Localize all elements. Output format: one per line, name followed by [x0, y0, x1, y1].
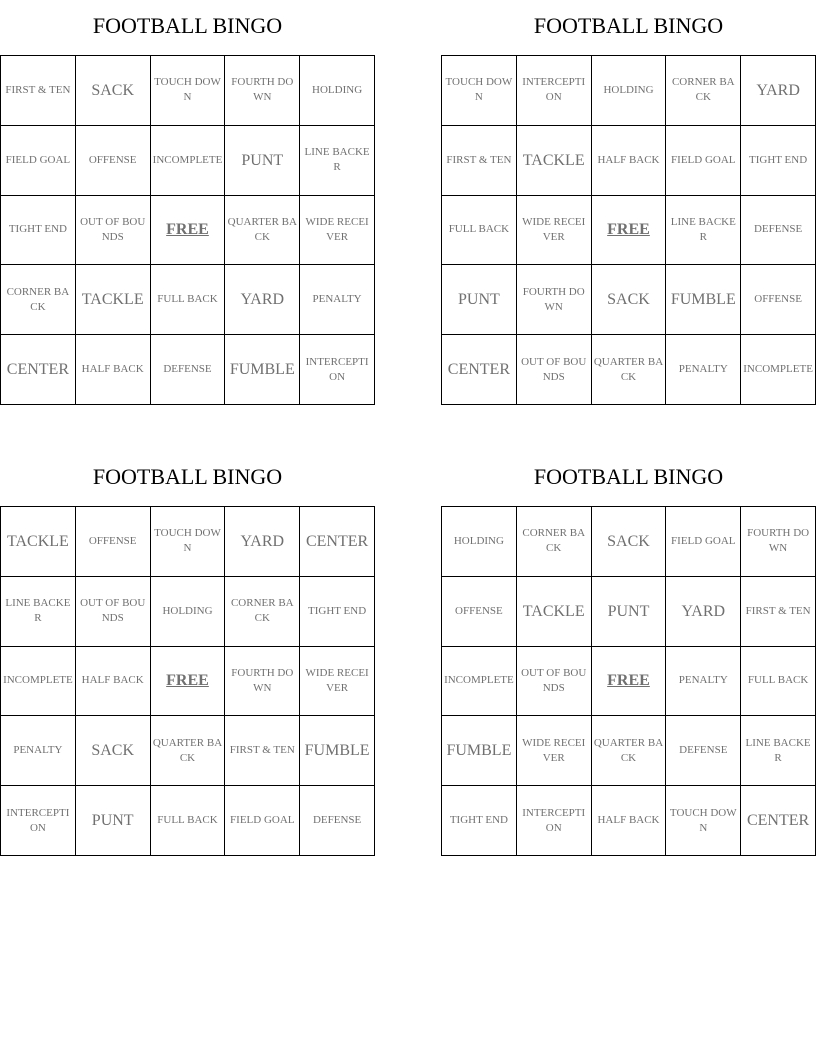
- card-title: FOOTBALL BINGO: [533, 13, 724, 38]
- bingo-cell: INCOMPLETE: [1, 647, 76, 717]
- bingo-cell: FUMBLE: [442, 716, 517, 786]
- bingo-cell: FULL BACK: [151, 265, 226, 335]
- bingo-cell: HALF BACK: [592, 786, 667, 856]
- bingo-cell: FUMBLE: [666, 265, 741, 335]
- bingo-cell: FIELD GOAL: [666, 507, 741, 577]
- bingo-cell: PUNT: [442, 265, 517, 335]
- bingo-cell: INCOMPLETE: [151, 126, 226, 196]
- bingo-cell: INTERCEPTION: [300, 335, 375, 405]
- card-title: FOOTBALL BINGO: [92, 464, 283, 489]
- bingo-cell: HALF BACK: [76, 647, 151, 717]
- bingo-cell: TACKLE: [517, 126, 592, 196]
- bingo-card-2: [441, 0, 816, 383]
- bingo-free-space: FREE: [592, 196, 667, 266]
- bingo-cell: HALF BACK: [76, 335, 151, 405]
- bingo-cell: OFFENSE: [442, 577, 517, 647]
- bingo-cell: OFFENSE: [741, 265, 816, 335]
- bingo-cell: HOLDING: [442, 507, 517, 577]
- bingo-cell: FIRST & TEN: [442, 126, 517, 196]
- bingo-cell: CENTER: [741, 786, 816, 856]
- bingo-cell: WIDE RECEIVER: [300, 196, 375, 266]
- bingo-cell: FIELD GOAL: [225, 786, 300, 856]
- bingo-cell: FUMBLE: [300, 716, 375, 786]
- bingo-card-1: [0, 0, 375, 383]
- bingo-cell: FOURTH DOWN: [741, 507, 816, 577]
- bingo-card-4: [441, 451, 816, 834]
- bingo-cell: YARD: [741, 56, 816, 126]
- bingo-cell: PUNT: [76, 786, 151, 856]
- bingo-cell: YARD: [225, 265, 300, 335]
- bingo-cell: FIELD GOAL: [666, 126, 741, 196]
- bingo-cell: SACK: [76, 56, 151, 126]
- bingo-cell: QUARTER BACK: [592, 716, 667, 786]
- bingo-cell: SACK: [76, 716, 151, 786]
- bingo-cell: PUNT: [225, 126, 300, 196]
- bingo-cell: HOLDING: [300, 56, 375, 126]
- bingo-cell: DEFENSE: [741, 196, 816, 266]
- bingo-cell: TOUCH DOWN: [151, 56, 226, 126]
- bingo-cell: HOLDING: [151, 577, 226, 647]
- bingo-cell: LINE BACKER: [666, 196, 741, 266]
- bingo-cell: FOURTH DOWN: [225, 56, 300, 126]
- bingo-cell: TACKLE: [76, 265, 151, 335]
- bingo-cell: DEFENSE: [666, 716, 741, 786]
- bingo-cell: OFFENSE: [76, 126, 151, 196]
- bingo-cell: INCOMPLETE: [442, 647, 517, 717]
- bingo-cell: INTERCEPTION: [1, 786, 76, 856]
- bingo-cell: OUT OF BOUNDS: [517, 335, 592, 405]
- bingo-cell: CENTER: [300, 507, 375, 577]
- bingo-cell: HALF BACK: [592, 126, 667, 196]
- bingo-card-3: [0, 451, 375, 834]
- bingo-cell: CORNER BACK: [666, 56, 741, 126]
- bingo-cell: FULL BACK: [741, 647, 816, 717]
- bingo-cell: QUARTER BACK: [225, 196, 300, 266]
- bingo-cell: PENALTY: [666, 647, 741, 717]
- bingo-cell: INTERCEPTION: [517, 786, 592, 856]
- bingo-cell: CORNER BACK: [517, 507, 592, 577]
- bingo-cell: LINE BACKER: [300, 126, 375, 196]
- bingo-cell: FIRST & TEN: [741, 577, 816, 647]
- bingo-cell: LINE BACKER: [741, 716, 816, 786]
- bingo-cell: TIGHT END: [741, 126, 816, 196]
- bingo-cell: WIDE RECEIVER: [517, 716, 592, 786]
- bingo-grid: [0, 55, 375, 405]
- bingo-cell: FIELD GOAL: [1, 126, 76, 196]
- bingo-cell: TACKLE: [517, 577, 592, 647]
- bingo-cell: QUARTER BACK: [592, 335, 667, 405]
- bingo-cell: CORNER BACK: [225, 577, 300, 647]
- bingo-free-space: FREE: [151, 647, 226, 717]
- bingo-cell: FUMBLE: [225, 335, 300, 405]
- bingo-cell: DEFENSE: [151, 335, 226, 405]
- bingo-cell: PUNT: [592, 577, 667, 647]
- bingo-cell: OFFENSE: [76, 507, 151, 577]
- bingo-cell: WIDE RECEIVER: [300, 647, 375, 717]
- bingo-cell: TOUCH DOWN: [666, 786, 741, 856]
- bingo-grid: [441, 55, 816, 405]
- bingo-cell: FULL BACK: [151, 786, 226, 856]
- card-title: FOOTBALL BINGO: [92, 13, 283, 38]
- bingo-cell: TOUCH DOWN: [151, 507, 226, 577]
- bingo-cell: TACKLE: [1, 507, 76, 577]
- bingo-cell: FOURTH DOWN: [517, 265, 592, 335]
- bingo-cell: DEFENSE: [300, 786, 375, 856]
- bingo-cell: FULL BACK: [442, 196, 517, 266]
- bingo-grid: [0, 506, 375, 856]
- bingo-cell: FIRST & TEN: [1, 56, 76, 126]
- bingo-cell: LINE BACKER: [1, 577, 76, 647]
- bingo-cell: YARD: [225, 507, 300, 577]
- bingo-free-space: FREE: [592, 647, 667, 717]
- bingo-cell: SACK: [592, 265, 667, 335]
- bingo-cell: CENTER: [1, 335, 76, 405]
- bingo-cell: QUARTER BACK: [151, 716, 226, 786]
- bingo-cell: HOLDING: [592, 56, 667, 126]
- bingo-cell: WIDE RECEIVER: [517, 196, 592, 266]
- bingo-cell: SACK: [592, 507, 667, 577]
- bingo-free-space: FREE: [151, 196, 226, 266]
- bingo-cell: TOUCH DOWN: [442, 56, 517, 126]
- bingo-cell: FIRST & TEN: [225, 716, 300, 786]
- bingo-cell: CORNER BACK: [1, 265, 76, 335]
- bingo-cell: TIGHT END: [442, 786, 517, 856]
- bingo-cell: OUT OF BOUNDS: [76, 577, 151, 647]
- bingo-cell: INTERCEPTION: [517, 56, 592, 126]
- card-title: FOOTBALL BINGO: [533, 464, 724, 489]
- bingo-cell: TIGHT END: [300, 577, 375, 647]
- bingo-cell: PENALTY: [300, 265, 375, 335]
- bingo-cell: FOURTH DOWN: [225, 647, 300, 717]
- bingo-cell: OUT OF BOUNDS: [517, 647, 592, 717]
- bingo-cell: OUT OF BOUNDS: [76, 196, 151, 266]
- bingo-grid: [441, 506, 816, 856]
- bingo-cell: TIGHT END: [1, 196, 76, 266]
- bingo-cell: PENALTY: [1, 716, 76, 786]
- bingo-cell: PENALTY: [666, 335, 741, 405]
- bingo-cell: INCOMPLETE: [741, 335, 816, 405]
- bingo-cell: YARD: [666, 577, 741, 647]
- bingo-cell: CENTER: [442, 335, 517, 405]
